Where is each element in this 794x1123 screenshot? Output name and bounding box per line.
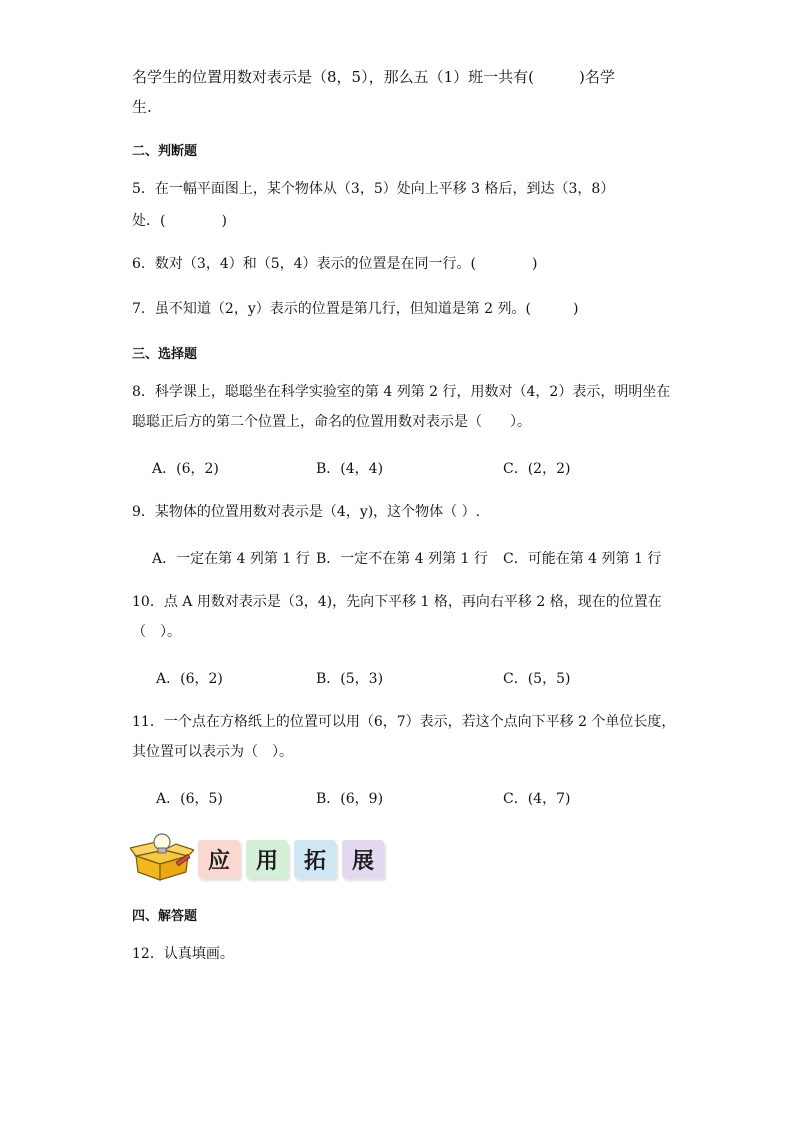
question-9-option-b: B．一定不在第 4 列第 1 行: [316, 551, 488, 567]
question-8-option-a: A．(6，2): [152, 461, 219, 477]
question-4-line-2: 生.: [132, 98, 152, 116]
question-12: 12．认真填画。: [132, 946, 234, 962]
question-8-line-2: 聪聪正后方的第二个位置上，命名的位置用数对表示是（ ）。: [132, 414, 531, 430]
banner-tile-2: 用: [246, 840, 288, 878]
question-8-option-c: C．(2，2): [503, 461, 571, 477]
question-10-option-b: B．(5，3): [316, 671, 384, 687]
section-heading-choice: 三、选择题: [132, 347, 198, 362]
question-8-line-1: 8．科学课上，聪聪坐在科学实验室的第 4 列第 2 行，用数对（4，2）表示，明明坐在: [132, 384, 671, 400]
question-4-line-1: 名学生的位置用数对表示是（8，5），那么五（1）班一共有( )名学: [132, 68, 615, 86]
section-heading-answer: 四、解答题: [132, 909, 198, 924]
question-10-line-1: 10．点 A 用数对表示是（3，4)，先向下平移 1 格，再向右平移 2 格，现在的位置在: [132, 594, 662, 610]
application-extension-banner: [130, 832, 390, 882]
question-11-option-a: A．(6，5): [156, 791, 223, 807]
question-9-option-a: A．一定在第 4 列第 1 行: [152, 551, 310, 567]
banner-tile-1: 应: [198, 840, 240, 878]
question-9-line-1: 9．某物体的位置用数对表示是（4，y)，这个物体（ ）.: [132, 504, 481, 520]
question-11-line-2: 其位置可以表示为（ ）。: [132, 744, 293, 760]
question-9-option-c: C．可能在第 4 列第 1 行: [503, 551, 662, 567]
lightbulb-box-icon: [130, 832, 194, 882]
question-8-option-b: B．(4，4): [316, 461, 384, 477]
question-11-option-c: C．(4，7): [503, 791, 571, 807]
banner-tile-3: 拓: [294, 840, 336, 878]
section-heading-judgement: 二、判断题: [132, 144, 198, 159]
question-10-option-c: C．(5，5): [503, 671, 571, 687]
question-5-line-1: 5．在一幅平面图上，某个物体从（3，5）处向上平移 3 格后，到达（3，8）: [132, 181, 615, 197]
banner-tile-4: 展: [342, 840, 384, 878]
question-6: 6．数对（3，4）和（5，4）表示的位置是在同一行。( ): [132, 256, 538, 272]
question-10-line-2: （ ）。: [132, 624, 181, 640]
question-11-line-1: 11．一个点在方格纸上的位置可以用（6，7）表示，若这个点向下平移 2 个单位长度，: [132, 714, 676, 730]
question-5-line-2: 处．( ): [132, 213, 227, 229]
question-11-option-b: B．(6，9): [316, 791, 384, 807]
question-7: 7．虽不知道（2，y）表示的位置是第几行，但知道是第 2 列。( ): [132, 301, 579, 317]
question-10-option-a: A．(6，2): [156, 671, 223, 687]
